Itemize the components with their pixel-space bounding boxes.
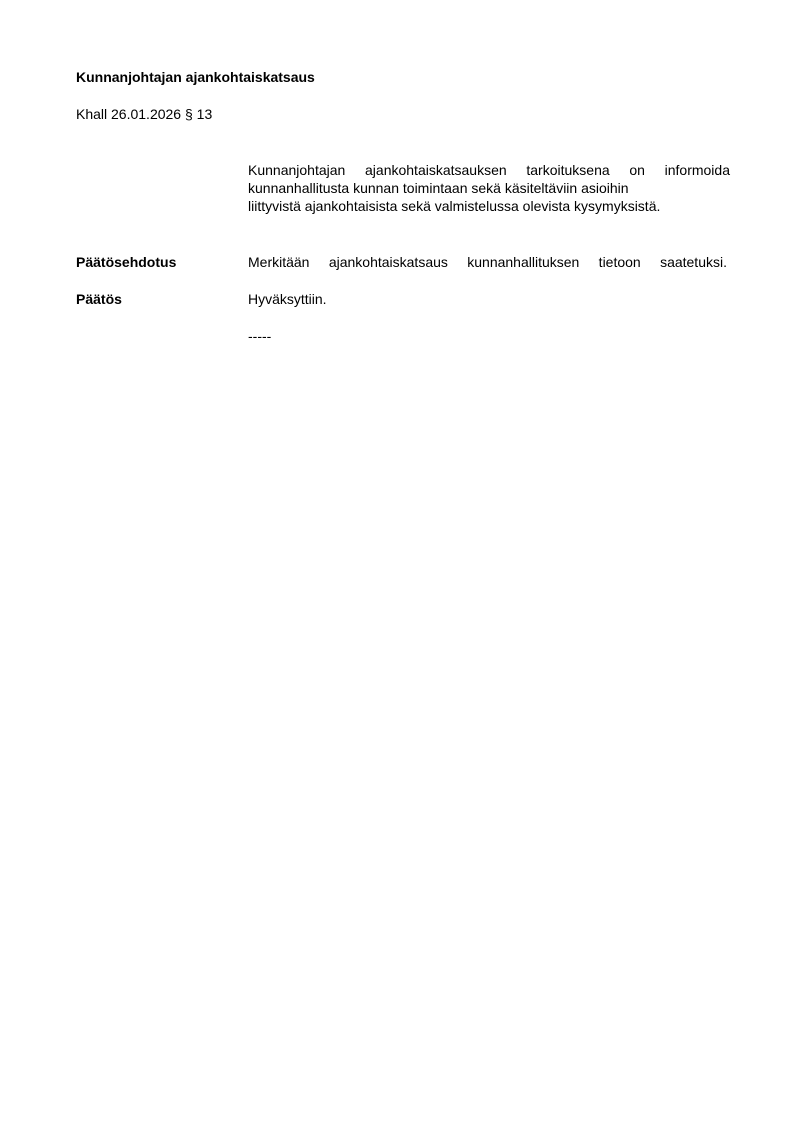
proposal-text: Merkitään ajankohtaiskatsaus kunnanhallituksen tietoon saatetuksi. (248, 254, 727, 270)
intro-line: Kunnanjohtajan ajankohtaiskatsauksen tarkoituksena on informoida (248, 162, 730, 178)
intro-line: liittyvistä ajankohtaisista sekä valmistelussa olevista kysymyksistä. (248, 198, 661, 214)
document-title: Kunnanjohtajan ajankohtaiskatsaus (76, 69, 315, 85)
decision-text: Hyväksyttiin. (248, 291, 327, 307)
meeting-reference: Khall 26.01.2026 § 13 (76, 106, 213, 122)
intro-paragraph (248, 161, 730, 215)
proposal-label: Päätösehdotus (76, 254, 177, 270)
intro-line: kunnanhallitusta kunnan toimintaan sekä käsiteltäviin asioihin (248, 180, 629, 196)
end-mark: ----- (248, 328, 272, 344)
decision-label: Päätös (76, 291, 122, 307)
